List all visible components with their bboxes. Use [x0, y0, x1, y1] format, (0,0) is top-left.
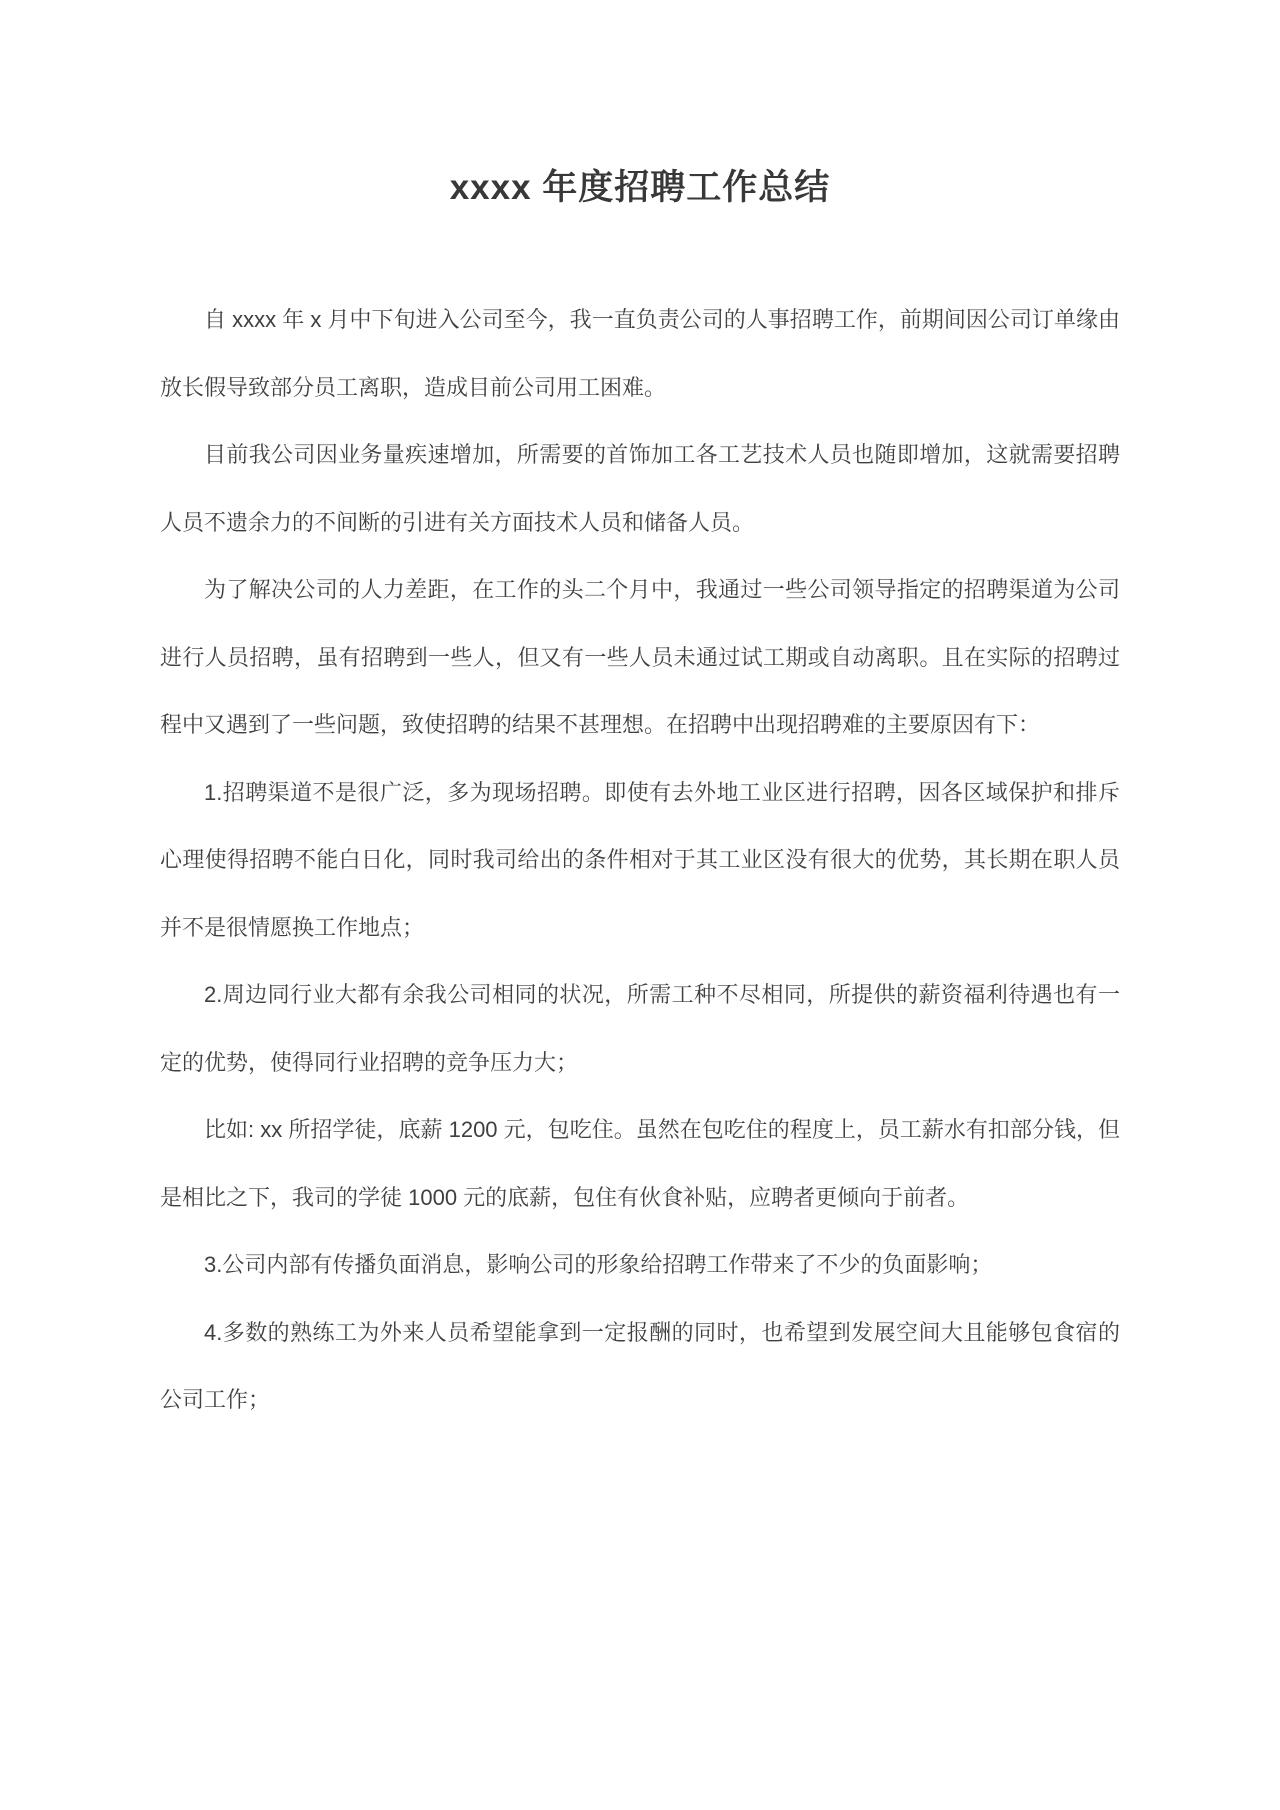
- document-paragraph: 3.公司内部有传播负面消息，影响公司的形象给招聘工作带来了不少的负面影响；: [204, 1252, 993, 1277]
- document-paragraph: 目前我公司因业务量疾速增加，所需要的首饰加工各工艺技术人员也随即增加，这就需要招聘人员不遗余力的不间断的引进有关方面技术人员和储备人员。: [160, 442, 1120, 535]
- document-paragraph: 比如: xx 所招学徒，底薪 1200 元，包吃住。虽然在包吃住的程度上，员工薪水有扣部分钱，但是相比之下，我司的学徒 1000 元的底薪，包住有伙食补贴，应聘者更倾向于前者。: [160, 1117, 1120, 1210]
- document-body: [160, 286, 1120, 1434]
- document-paragraph: 4.多数的熟练工为外来人员希望能拿到一定报酬的同时，也希望到发展空间大且能够包食宿的公司工作；: [160, 1319, 1120, 1412]
- document-title: xxxx 年度招聘工作总结: [449, 168, 831, 207]
- document-paragraph: 自 xxxx 年 x 月中下旬进入公司至今，我一直负责公司的人事招聘工作，前期间因公司订单缘由放长假导致部分员工离职，造成目前公司用工困难。: [160, 307, 1120, 400]
- document-paragraph: 2.周边同行业大都有余我公司相同的状况，所需工种不尽相同，所提供的薪资福利待遇也有一定的优势，使得同行业招聘的竞争压力大；: [160, 982, 1120, 1075]
- document-paragraph: 1.招聘渠道不是很广泛，多为现场招聘。即使有去外地工业区进行招聘，因各区域保护和排斥心理使得招聘不能白日化，同时我司给出的条件相对于其工业区没有很大的优势，其长期在职人员并不是很情愿换工作地点；: [160, 779, 1120, 940]
- document-paragraph: 为了解决公司的人力差距，在工作的头二个月中，我通过一些公司领导指定的招聘渠道为公司进行人员招聘，虽有招聘到一些人，但又有一些人员未通过试工期或自动离职。且在实际的招聘过程中又遇到了一些问题，致使招聘的结果不甚理想。在招聘中出现招聘难的主要原因有下：: [160, 577, 1120, 737]
